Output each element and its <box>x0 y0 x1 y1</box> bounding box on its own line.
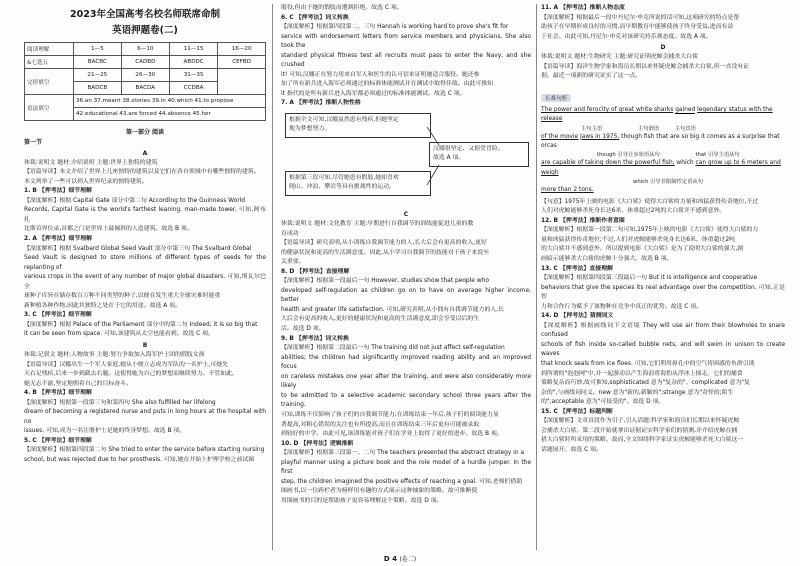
answer-cell: BADCB <box>74 82 122 95</box>
text-line: 新种植各种作物,因此其独特之处在于它的用途。故选 A 项。 <box>24 302 181 309</box>
text-line: that knock seals from ice floes. 可知,它们利用鼻孔中的空气将困惑的鱼群引诱 <box>541 360 755 367</box>
text-line: 8. D 【押考法】直接理解 <box>281 268 350 275</box>
passage-label: A <box>142 149 148 157</box>
text-line: 【深度解析】根据第四段第二句 She tried to enter the service before starting nursing <box>24 447 265 454</box>
grammar-note: 主句谓语 <box>637 125 660 132</box>
text-line: 大后会有更高的收入,更好的健康状况和更高的生活满意度,即会享受以后的生 <box>281 316 480 323</box>
text-line: D <box>660 44 666 52</box>
page-footer <box>0 554 800 563</box>
clause-text: that <box>656 133 669 140</box>
text-line: various crops in the event of any number of major global disasters. 可知,斯瓦尔巴全 <box>24 274 266 290</box>
clause-text: are <box>670 133 680 140</box>
answer-cell: 36.an 37.meant 38.stories 39.in 40.which 41.to propose <box>74 95 266 108</box>
text-line: 到所谓的"泡泡网"中,并一起游动以产生海浪将海豹从浮冰上撞走。它们的捕食 <box>541 370 743 377</box>
clause-text: though fish <box>621 133 655 140</box>
text-line: 活。故选 D 项。 <box>281 326 325 333</box>
answer-cell: CCDBA <box>169 82 217 95</box>
text-line: 量和凶猛获得传奇地位;不过,人们对虎鲸能够杀死身长达6米、体重超过2吨 <box>541 236 735 243</box>
column-left <box>24 0 266 552</box>
grammar-note: 主句宾语 <box>674 125 696 132</box>
text-line: it 指代的是所有新兵进入海军都必须通过的标准体能测试。故选 C 项。 <box>281 90 466 97</box>
text-line: 【深度解析】根据画线词下文语境 They will use air from their blowholes to snare confused <box>541 322 785 339</box>
text-line: dream of becoming a registered nurse and puts in long hours at the hospital with no <box>24 409 266 425</box>
column-middle-text <box>281 209 531 506</box>
text-line: 策略复杂而巧妙,故可推知,sophisticated 意为"复杂的"。complicated 意为"复 <box>541 380 750 387</box>
answer-key-table <box>24 42 266 121</box>
evidence-box: 根据全文可知,汉娜虽然患有残疾,但她坚定 地为梦想努力。 <box>285 113 431 138</box>
text-line: 的";acceptable 意为"可接受的"。故选 D 项。 <box>541 399 665 406</box>
text-line: it can be seen from space. 可知,该建筑从太空也能看到。故选 C 项。 <box>24 331 214 338</box>
text-line: 15. C 【押考法】标题判断 <box>541 408 613 415</box>
section-label: 第一节 <box>24 139 43 146</box>
text-line: standard physical fitness test all recruits must pass to enter the Navy, and she crushed <box>281 52 531 69</box>
page-number: D 4 <box>383 555 397 563</box>
text-line: 到较好的中学。由此可见,该训练能对孩子们在学业上取得了更好的进步。故选 B 项。 <box>281 431 503 438</box>
text-line: issues. 可知,成为一名注册护士是她的终身梦想。故选 B 项。 <box>24 428 186 435</box>
answer-cell: CADBD <box>121 56 169 69</box>
text-line: 【语篇导读】研究表明,从小训练自我调节能力的人,长大后会有更高的收入,更好 <box>281 240 487 247</box>
clause-text: can grow up to 6 meters and weigh <box>541 160 781 176</box>
text-line: 6. C 【押考法】词义转换 <box>281 14 349 21</box>
grammar-note: though 引导让步状语从句 <box>597 152 660 159</box>
column-divider <box>536 4 537 550</box>
clause-text: are capable of taking down the powerful fish, <box>541 160 675 167</box>
subject-phrase: The power and ferocity of great white sharks <box>541 106 674 113</box>
answer-cell: &七选五 <box>25 56 74 69</box>
character-diagram <box>281 109 531 209</box>
text-line: 的大白鲨并不感到意外。所以提到电影《大白鲨》是为了说明大白鲨的强大,剧 <box>541 246 744 253</box>
text-line: 【语篇导读】汉娜出生一个军人家庭,她从小便立志成为军队的一名护士,可她先 <box>24 361 229 368</box>
clause-text: it comes as a surprise that orcas <box>541 133 780 150</box>
text-line: 体裁:说明文 题材:文化教育 主题:早期进行自我调节的训练能促进儿童的教 <box>281 221 474 228</box>
diagram-arrows <box>281 109 531 209</box>
text-line: 体裁:说明文 题材:生物研究 主题:研究证明虎鲸会捕杀大白鲨 <box>541 54 698 61</box>
answer-cell <box>218 69 266 95</box>
text-line: 力和合作行为赋予了该物种在竞争中真正的优势。故选 C 项。 <box>541 303 703 310</box>
text-line: abilities; the children had significantly improved reading ability and an improved focus <box>281 354 531 371</box>
clause-text: which <box>676 160 694 167</box>
document-subtitle: 英语押题卷(二) <box>112 25 178 36</box>
page-note: (卷二) <box>399 556 417 563</box>
text-line: 据。最近一项新的研究证实了这一点。 <box>541 73 642 80</box>
text-line: 会捕杀大白鲨。第二段开始就拿出证据证实科学家们的猜测,并介绍虎鲸在捕 <box>541 427 738 434</box>
text-line: 11. A 【押考法】推断人物态度 <box>541 5 625 11</box>
answer-cell: 21—25 <box>74 69 122 82</box>
text-line: school, but was rejected due to her prosthesis. 可知,她在开始上护理学校之前试图 <box>24 457 255 463</box>
answer-cell: 阅读理解 <box>25 43 74 56</box>
text-line: 体裁:记叙文 题材:人物故事 主题:努力争取加入海军护士团的假肢女孩 <box>24 351 205 358</box>
column-left-text <box>24 159 266 466</box>
text-line: 【语篇导读】海洋生物学家和海员长期以来怀疑虎鲸会捕杀大白鲨,但一直没有证 <box>541 63 750 70</box>
text-line: behaviors that give the species its real advantage over the competition. 可知,正是智 <box>541 284 785 301</box>
text-line: 话题展开。故选 C 项。 <box>541 446 602 453</box>
text-line: 人们对虎鲸能够杀死身长达6米、体重超过2吨的大白鲨并不感到意外。 <box>541 208 726 215</box>
text-line: 3. C 【押考法】细节理解 <box>24 312 92 319</box>
text-line: 体裁:说明文 题材:介绍说明 主题:世界上独特的建筑 <box>24 159 158 166</box>
adverbial-phrase: of the movie Jaws in 1975, <box>541 133 620 140</box>
predicate-word: gained <box>675 106 696 113</box>
text-line: 【深度解析】根据 Palace of the Parliament 部分中的第二句 Indeed, it is so big that <box>24 321 258 328</box>
text-line: 10. D 【押考法】逻辑推断 <box>281 440 354 447</box>
text-line: Seed Vault is designed to store millions of different types of seeds for the replanting of <box>24 255 266 271</box>
text-line: 【深度解析】根据第一段最后一句 However, studies show that people who <box>281 278 489 285</box>
text-line: 球种子库旨在储存数百万种不同类型的种子,以便在发生重大全球灾难时能重 <box>24 293 221 300</box>
column-divider <box>272 4 273 550</box>
sentence-analysis <box>541 106 785 196</box>
text-line: 猎大白鲨时所采用的策略。故而,全文围绕科学家证实虎鲸能够杀死大白鲨这一 <box>541 437 744 444</box>
text-line: on careless mistakes one year after the training, and were also considerably more likely <box>281 373 531 390</box>
column-right <box>541 0 785 552</box>
grammar-note: 主句主语 <box>581 125 603 132</box>
text-line: 比斯首界位录,首都之门是世界上最倾斜的人造建筑。故选 B 项。 <box>24 226 193 233</box>
part-title: 第一部分 阅读 <box>125 129 165 136</box>
text-line: 2. A 【押考法】细节理解 <box>24 235 93 242</box>
text-line: 育成功 <box>281 230 299 237</box>
text-line: 【深度解析】根据 Svalbard Global Seed Vault 部分中第三句 The Svalbard Global <box>24 245 252 252</box>
answer-cell: 完形填空 <box>25 69 74 95</box>
text-line: 著提高,对粗心错误的关注也有所提高,而且在训练结束三年后更有可能被录取 <box>281 421 480 428</box>
column-middle <box>281 0 531 552</box>
object-phrase: legendary status with the release <box>541 106 773 123</box>
answer-cell: 1—5 <box>74 43 122 56</box>
text-line: 13. C 【押考法】直接理解 <box>541 265 613 272</box>
answer-cell: ABDDC <box>169 56 217 69</box>
text-line: 助孩子在早期形成良好的习惯,而早期教育中能够使孩子终身受益,进而有益 <box>541 24 734 31</box>
text-line: 9. B 【押考法】词义转换 <box>281 335 349 342</box>
text-line: 关重要。 <box>281 259 305 266</box>
evidence-box: 根据第三段可知,尽管她患有假肢,她却喜欢 爬山、冲浪、攀岩等具有挑战性的运动。 <box>285 171 431 196</box>
text-line: 【句意】1975年上映的电影《大白鲨》使得大白鲨的力量和凶猛获得传奇地位,不过 <box>541 198 759 205</box>
long-sentence-badge: 长难句析 <box>541 94 571 102</box>
text-line: 【深度解析】根据第一段第三句和第四句 She also fulfilled her lifelong <box>24 399 216 406</box>
text-line: health and greater life satisfaction. 可知,研究表明,从小拥有自我调节能力的人,长 <box>281 306 504 313</box>
text-line: 【语篇导读】本文介绍了世界上几座独特的建筑以及它们在各自领域中有哪些独特的建筑。 <box>24 169 260 176</box>
column-right-text <box>541 198 785 456</box>
text-line: 7. A 【押考法】推断人物性格 <box>281 100 361 107</box>
text-line: step, the children imagined the positive effects of reaching a goal. 可知,老师们借助 <box>281 478 523 485</box>
text-line: service with endorsement letters from service members and physicians. She also took the <box>281 33 531 50</box>
answer-cell: 16—20 <box>218 43 266 56</box>
answer-cell: 42.educational 43.are forced 44.absence 45.her <box>74 108 266 121</box>
text-line: schools of fish inside so-called bubble nets, and will swim in unison to create waves <box>541 341 785 358</box>
text-line: 天右足残疾,后来一步到截去右腿。这使得她为自己的梦想而继续努力。不管如此, <box>24 371 234 378</box>
clause-text: so big <box>681 133 700 140</box>
text-line: it! 可知,汉娜正在努力用来自军人和医生的认可信来证明她适合服役。她还参 <box>281 71 480 78</box>
answer-cell: BACBC <box>74 56 122 69</box>
answer-cell: 语法填空 <box>25 95 74 121</box>
text-line: 【深度解析】根据 Capital Gate 部分中第二句 According to the Guinness World <box>24 197 246 204</box>
document-title: 2023年全国高考名校名师联席命制 <box>70 9 220 20</box>
text-line: 12. B 【押考法】推断作者意图 <box>541 217 625 224</box>
text-line: 【深度解析】根据最后一段中丹尼尔·申克所说的话可知,这项研究的特点是帮 <box>541 14 740 21</box>
text-line: 【深度解析】根据第一段第二句可知,1975年上映的电影《大白鲨》使得大白鲨的力 <box>541 227 759 234</box>
answer-cell: CEFBD <box>218 56 266 69</box>
text-line: 她无志不渝,坚定地朝着自己的目标奋斗。 <box>24 380 132 387</box>
text-line: 1. B 【押考法】细节理解 <box>24 188 92 195</box>
text-line: 加了所有新兵进入海军必须通过的标准体能测试并在测试中取得佳绩。由此可推知 <box>281 81 494 88</box>
text-line: B <box>142 341 148 349</box>
text-line: playful manner using a picture book and the role model of a hurdle jumper. In the first <box>281 459 531 476</box>
text-line: 的健康状况和更高的生活满意度。因此,从小学习自我调节的技能对于孩子来说至 <box>281 249 490 256</box>
text-line: C <box>403 211 409 219</box>
column-right-text-top <box>541 4 785 82</box>
text-line: 【深度解析】根据第二段最后一句 The training did not just affect self-regulation <box>281 345 505 352</box>
text-line: 【深度解析】文章首段作为引子,引入话题:科学家和海员们长期以来怀疑虎鲸 <box>541 418 740 425</box>
answer-cell: BACDA <box>121 82 169 95</box>
text-line: 4. B 【押考法】细节理解 <box>24 390 92 397</box>
text-line: 【深度解析】根据第四段第二、三句 Hannah is working hard to prove she's fit for <box>281 24 509 31</box>
text-line: 可知,训练不仅影响了孩子们的自我调节能力;在训练结束一年后,孩子们的阅读能力显 <box>281 411 499 418</box>
clause-text: more than 2 tons. <box>541 187 594 194</box>
grammar-note: which 引导非限制性定语从句 <box>633 179 704 186</box>
conclusion-box: 汉娜很坚定、又很爱冒险。 故选 A 项。 <box>429 142 529 167</box>
text-line: developed self-regulation as children go on to have on average higher income, better <box>281 287 531 304</box>
answer-cell: 11—15 <box>169 43 217 56</box>
text-line: 【深度解析】根据第三段第一、二句 The teachers presented the abstract strategy in a <box>281 450 525 457</box>
text-line: 14. D 【押考法】猜测词义 <box>541 313 614 320</box>
answer-cell: 31—35 <box>169 69 217 82</box>
answer-cell: 26—30 <box>121 69 169 82</box>
text-line: Records, Capital Gate is the world's farthest leaning, man-made tower. 可知,阿布扎 <box>24 207 266 223</box>
column-middle-text-top <box>281 4 531 109</box>
text-line: 本文列举了一些可以列入世界纪录的独特建筑。 <box>24 178 148 185</box>
text-line: 服役,但由于她的假肢而遭到拒绝。故选 C 项。 <box>281 5 403 11</box>
text-line: 于社会。由此可知,丹尼尔·申克对该研究持乐观态度。故选 A 项。 <box>541 33 712 40</box>
text-line: 杂的",与画线词同义。new 意为"新的,新颖的";strange 意为"奇怪的;陌生 <box>541 389 734 396</box>
grammar-note: that 引导主语从句 <box>695 152 740 159</box>
text-line: 5. C 【押考法】细节理解 <box>24 437 92 444</box>
text-line: 用图画书的目的是帮助孩子更容易理解这个策略。故选 D 项。 <box>281 497 443 504</box>
text-line: 图画书,以一位跨栏者为榜样用有趣的方式展示这种抽象的策略。故可推断使 <box>281 488 478 495</box>
text-line: 【深度解析】根据第四段第三段最后一句 But it is intelligence and cooperative <box>541 275 758 282</box>
text-line: to be admitted to a selective academic secondary school three years after the training. <box>281 392 531 409</box>
answer-cell: 6—10 <box>121 43 169 56</box>
text-line: 画暗示能够杀大白鲨的虎鲸十分强大。故选 B 项。 <box>541 255 673 262</box>
